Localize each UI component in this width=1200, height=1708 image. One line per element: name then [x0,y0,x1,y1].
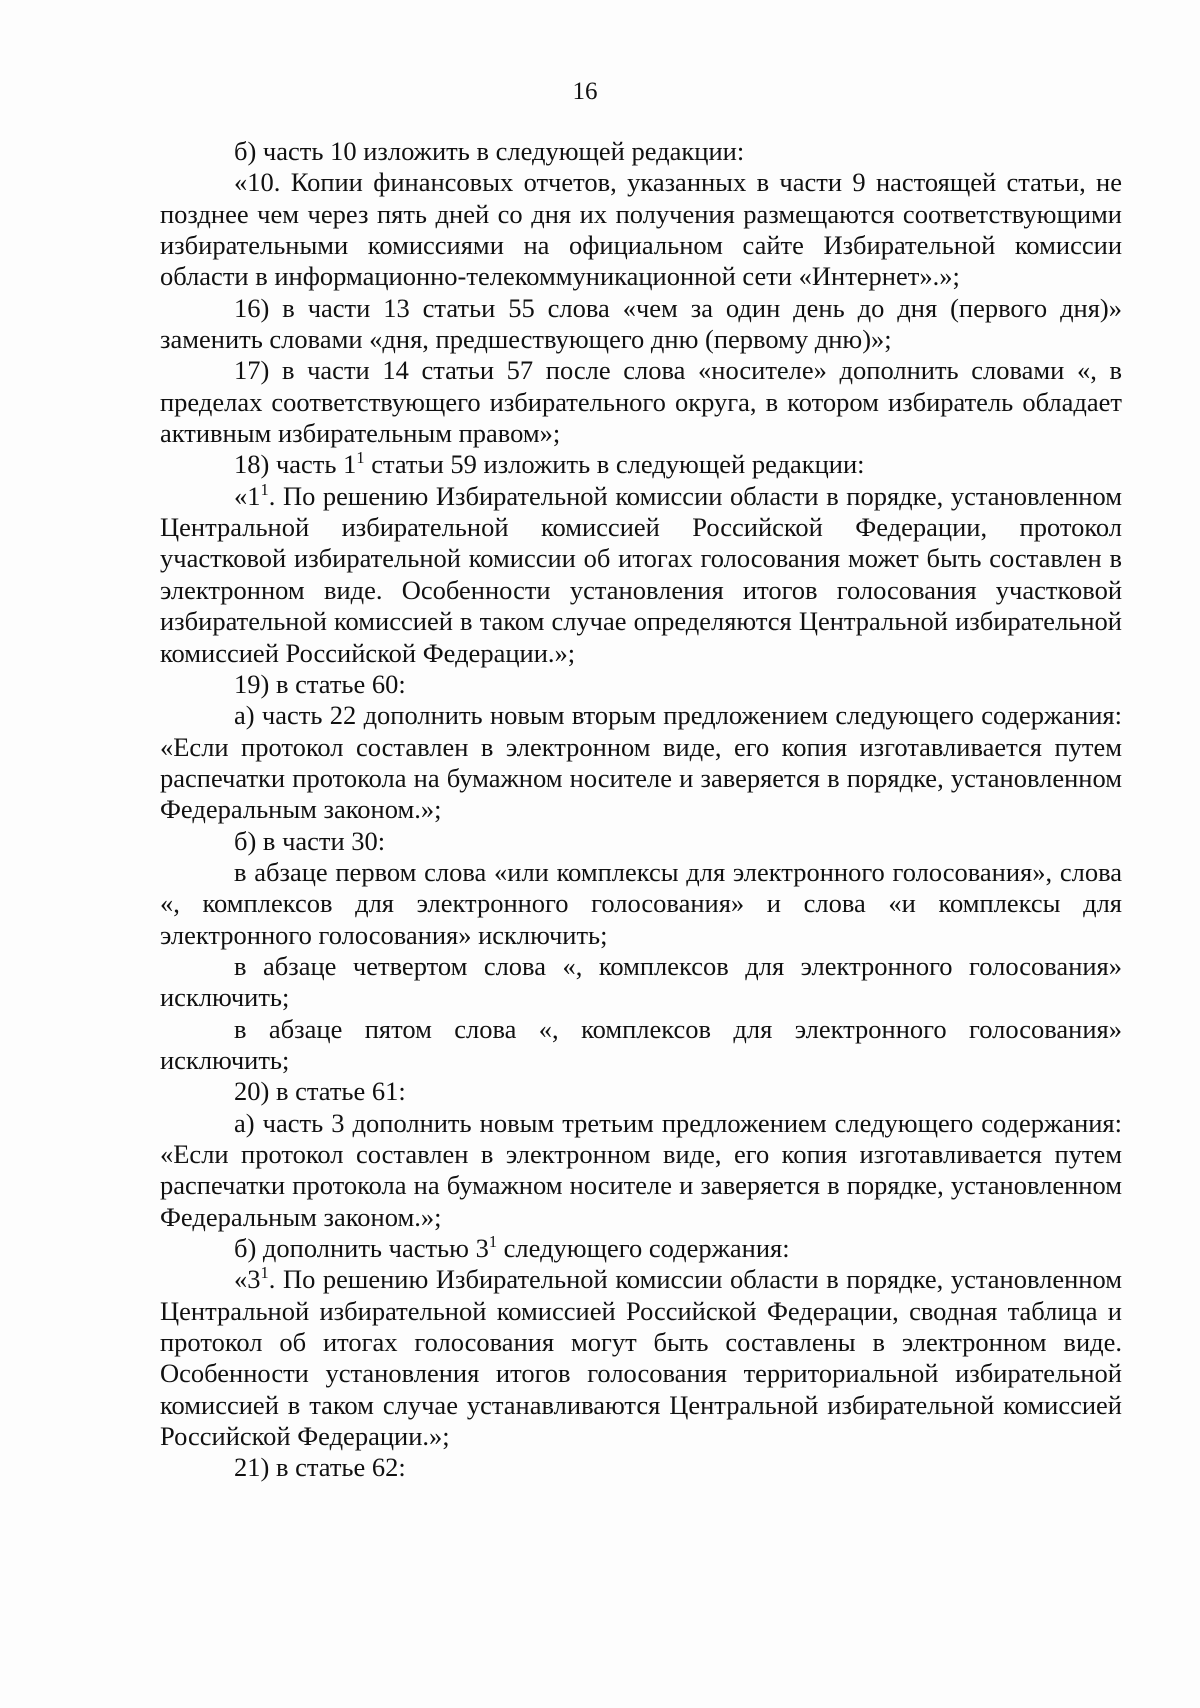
paragraph: в абзаце четвертом слова «, комплексов для электронного голосования» исключить; [160,950,1122,1013]
superscript: 1 [260,1263,269,1283]
paragraph: а) часть 3 дополнить новым третьим предложением следующего содержания: «Если протокол составлен в электронном виде, его копия изготавливается путем распечатки протокола на бумажном носителе и заверяется в порядке, установленном Федеральным законом.»; [160,1107,1122,1232]
superscript: 1 [356,448,365,468]
paragraph: 17) в части 14 статьи 57 после слова «носителе» дополнить словами «, в пределах соответствующего избирательного округа, в котором избиратель обладает активным избирательным правом»; [160,355,1122,449]
paragraph: 19) в статье 60: [234,668,406,699]
paragraph: «10. Копии финансовых отчетов, указанных в части 9 настоящей статьи, не позднее чем через пять дней со дня их получения размещаются соответствующими избирательными комиссиями на официальном сайте Избирательной комиссии области в информационно-телекоммуникационной сети «Интернет».»; [160,167,1122,292]
paragraph [160,1264,1122,1452]
paragraph: б) в части 30: [234,825,386,856]
paragraph: а) часть 22 дополнить новым вторым предложением следующего содержания: «Если протокол составлен в электронном виде, его копия изготавливается путем распечатки протокола на бумажном носителе и заверяется в порядке, установленном Федеральным законом.»; [160,700,1122,825]
paragraph-text: статьи 59 изложить в следующей редакции: [364,449,865,480]
page-number: 16 [572,78,598,105]
paragraph-text: . По решению Избирательной комиссии области в порядке, установленном Центральной избирательной комиссией Российской Федерации, сводная таблица и протокол об итогах голосования могут быть составлены в электронном виде. Особенности установления итогов голосования территориальной избирательной комиссией в таком случае устанавливаются Центральной избирательной комиссией Российской Федерации.»; [160,1264,1122,1452]
superscript: 1 [488,1231,498,1251]
paragraph: в абзаце первом слова «или комплексы для электронного голосования», слова «, комплексов для электронного голосования» и слова «и комплексы для электронного голосования» исключить; [160,856,1122,950]
paragraph-text: . По решению Избирательной комиссии области в порядке, установленном Центральной избирательной комиссией Российской Федерации, протокол участковой избирательной комиссии об итогах голосования может быть составлен в электронном виде. Особенности установления итогов голосования участковой избирательной комиссией в таком случае определяются Центральной избирательной комиссией Российской Федерации.»; [160,480,1122,668]
paragraph-text: б) дополнить частью 3 [234,1233,489,1264]
paragraph-text: 18) часть 1 [234,449,357,480]
paragraph: 16) в части 13 статьи 55 слова «чем за один день до дня (первого дня)» заменить словами «дня, предшествующего дню (первому дню)»; [160,292,1122,355]
paragraph-text: «3 [234,1264,261,1295]
paragraph: б) часть 10 изложить в следующей редакции: [234,136,745,166]
paragraph-text: следующего содержания: [497,1233,790,1264]
paragraph [160,1233,1122,1264]
superscript: 1 [260,479,269,499]
paragraph: в абзаце пятом слова «, комплексов для электронного голосования» исключить; [160,1013,1122,1075]
document-body [160,136,1122,1484]
paragraph: 20) в статье 61: [234,1076,406,1107]
paragraph [160,449,1122,480]
paragraph: 21) в статье 62: [234,1452,406,1483]
paragraph-text: «1 [234,480,261,511]
paragraph [160,481,1122,669]
